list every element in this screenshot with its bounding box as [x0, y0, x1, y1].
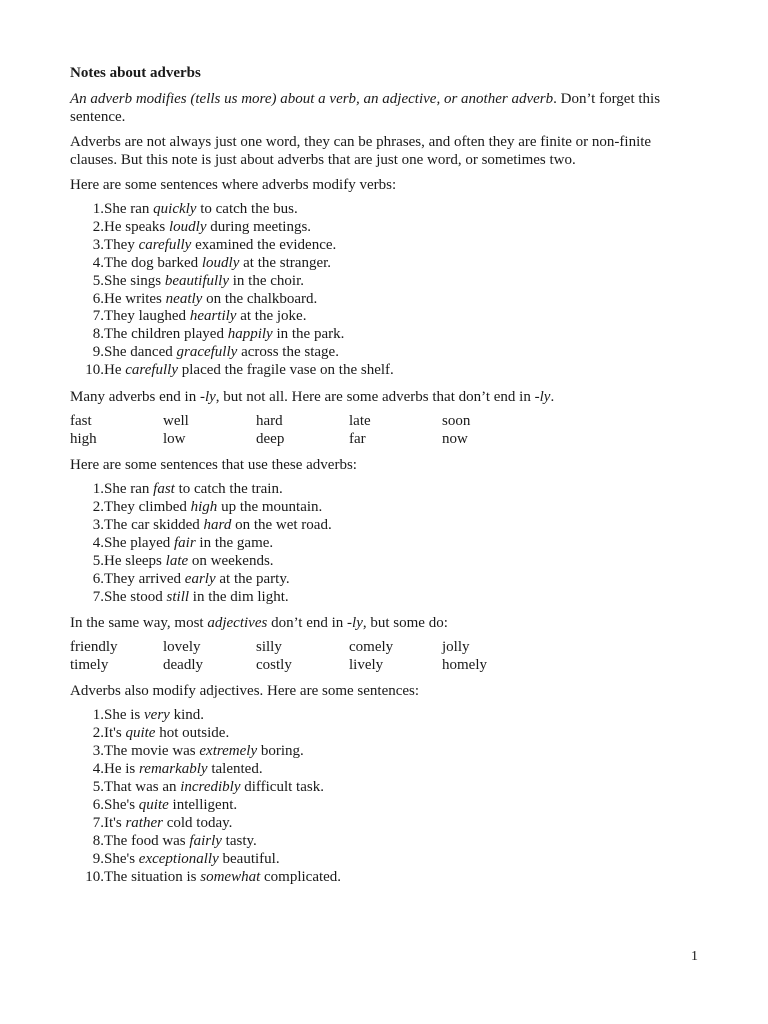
emphasized-word: neatly — [165, 290, 203, 307]
list-item-text — [104, 499, 322, 517]
text-run: boring. — [257, 743, 304, 760]
table-cell: friendly — [70, 639, 118, 656]
text-run: don’t end in — [267, 615, 348, 632]
list-item — [70, 851, 698, 869]
list-item-number: 6. — [92, 796, 104, 813]
list-item-text — [104, 308, 306, 326]
list-item-text — [104, 797, 237, 815]
list-item-text — [104, 761, 263, 779]
text-run: during meetings. — [206, 218, 312, 235]
list-item-number: 10. — [85, 362, 104, 379]
list-item — [70, 797, 698, 815]
text-run: Adverbs also modify adjectives. Here are some sentences: — [70, 683, 420, 700]
list-item — [70, 255, 698, 273]
adjectives-paragraph — [70, 614, 698, 632]
table-row — [70, 413, 535, 431]
list-item-number: 1. — [92, 707, 104, 724]
table-row — [70, 639, 535, 657]
text-run: The food was — [104, 832, 190, 849]
text-run: examined the evidence. — [191, 236, 337, 253]
emphasized-word: high — [190, 498, 218, 515]
table-cell: timely — [70, 656, 109, 673]
list-item-number: 9. — [92, 344, 104, 361]
list-item-number: 10. — [85, 868, 104, 885]
emphasized-word: hard — [203, 516, 232, 533]
list-item-number: 5. — [92, 272, 104, 289]
text-run: beautiful. — [218, 850, 280, 867]
emphasized-word: adjectives — [207, 615, 268, 632]
list-item — [70, 344, 698, 362]
text-run: . Don’t forget this sentence. — [70, 91, 661, 125]
text-run: . — [550, 389, 555, 406]
list-item-number: 5. — [92, 552, 104, 569]
text-run: up the mountain. — [217, 498, 323, 515]
text-run: The children played — [104, 326, 228, 343]
text-run: She's — [104, 796, 139, 813]
list-item-text — [104, 851, 280, 869]
list-item-text — [104, 362, 394, 380]
text-run: They climbed — [104, 498, 191, 515]
table-cell: costly — [256, 656, 292, 673]
text-run: He speaks — [104, 218, 169, 235]
list-item-text — [104, 291, 317, 309]
list-item-text — [104, 707, 204, 725]
text-run: intelligent. — [168, 796, 238, 813]
emphasized-word: incredibly — [180, 779, 241, 796]
text-run: They laughed — [104, 308, 190, 325]
emphasized-word: -ly — [534, 389, 551, 406]
list-item — [70, 201, 698, 219]
text-run: They arrived — [104, 570, 185, 587]
non-ly-adverbs-table — [70, 413, 535, 448]
text-run: tasty. — [221, 832, 257, 849]
list-item — [70, 291, 698, 309]
text-run: at the stranger. — [239, 254, 332, 271]
table-cell: comely — [349, 639, 394, 656]
text-run: The movie was — [104, 743, 200, 760]
text-run: hot outside. — [155, 725, 230, 742]
text-run: complicated. — [260, 868, 342, 885]
text-run: Many adverbs end in — [70, 389, 200, 406]
text-run: She stood — [104, 588, 167, 605]
list-item-text — [104, 743, 304, 761]
text-run: in the choir. — [229, 272, 304, 289]
ly-paragraph — [70, 388, 698, 406]
list-item-text — [104, 481, 283, 499]
list-item — [70, 362, 698, 380]
text-run: She danced — [104, 344, 177, 361]
document-page — [70, 64, 698, 894]
list-item — [70, 481, 698, 499]
text-run: She is — [104, 707, 145, 724]
emphasized-word: heartily — [189, 308, 237, 325]
text-run: on the chalkboard. — [202, 290, 318, 307]
text-run: Adverbs are not always just one word, they can be phrases, and often they are finite or non-finite clauses. But this note is just about adverbs that are just one word, or sometimes two. — [70, 134, 652, 168]
table-cell: far — [349, 430, 366, 447]
text-run: That was an — [104, 779, 181, 796]
emphasized-word: fair — [173, 534, 196, 551]
text-run: , but not all. Here are some adverbs that don’t end in — [215, 389, 535, 406]
ly-adjectives-table — [70, 639, 535, 674]
text-run: She ran — [104, 201, 154, 217]
list-item-text — [104, 219, 311, 237]
emphasized-word: beautifully — [164, 272, 229, 289]
text-run: It's — [104, 814, 126, 831]
list-item — [70, 571, 698, 589]
list-item-number: 8. — [92, 832, 104, 849]
emphasized-word: remarkably — [139, 761, 208, 778]
emphasized-word: fast — [153, 481, 175, 498]
emphasized-word: somewhat — [200, 868, 261, 885]
text-run: at the joke. — [236, 308, 307, 325]
list-item-text — [104, 869, 341, 887]
emphasized-word: fairly — [189, 832, 222, 849]
list-item-text — [104, 326, 344, 344]
list-item — [70, 326, 698, 344]
list-item — [70, 779, 698, 797]
emphasized-word: carefully — [125, 362, 179, 379]
list-item — [70, 589, 698, 607]
table-cell: deep — [256, 430, 285, 447]
text-run: The car skidded — [104, 516, 204, 533]
text-run: She played — [104, 534, 174, 551]
list-item-text — [104, 517, 332, 535]
text-run: at the party. — [215, 570, 290, 587]
list-item-number: 7. — [92, 308, 104, 325]
list-item-text — [104, 273, 304, 291]
list-item — [70, 237, 698, 255]
emphasized-word: gracefully — [176, 344, 238, 361]
emphasized-word: quickly — [153, 201, 197, 217]
emphasized-word: carefully — [138, 236, 192, 253]
list-item-text — [104, 237, 336, 255]
table-cell: lovely — [163, 639, 201, 656]
text-run: The dog barked — [104, 254, 202, 271]
text-run: on weekends. — [188, 552, 274, 569]
table-cell: fast — [70, 413, 92, 430]
text-run: It's — [104, 725, 126, 742]
emphasized-word: -ly — [347, 615, 363, 632]
table-cell: high — [70, 430, 97, 447]
intro-paragraph-1 — [70, 90, 698, 126]
list-item-text — [104, 255, 331, 273]
emphasized-word: very — [144, 707, 170, 724]
emphasized-word: loudly — [168, 218, 207, 235]
list-item-number: 3. — [92, 743, 104, 760]
list-item — [70, 535, 698, 553]
table-row — [70, 657, 535, 675]
table-cell: low — [163, 430, 186, 447]
text-run: talented. — [207, 761, 263, 778]
text-run: placed the fragile vase on the shelf. — [178, 362, 394, 379]
table-cell: soon — [442, 413, 471, 430]
emphasized-word: loudly — [201, 254, 240, 271]
list-item — [70, 833, 698, 851]
intro-paragraph-3 — [70, 176, 698, 194]
text-run: across the stage. — [237, 344, 339, 361]
table-cell: late — [349, 413, 371, 430]
table-cell: lively — [349, 656, 384, 673]
table-cell: deadly — [163, 656, 203, 673]
list-item — [70, 815, 698, 833]
text-run: , but some do: — [362, 615, 448, 632]
text-run: She ran — [104, 481, 154, 498]
text-run: He sleeps — [104, 552, 166, 569]
list-item-number: 1. — [92, 481, 104, 498]
emphasized-word: extremely — [199, 743, 258, 760]
list-item-number: 6. — [92, 290, 104, 307]
list-item — [70, 707, 698, 725]
use-paragraph — [70, 456, 698, 474]
table-cell: hard — [256, 413, 283, 430]
text-run: cold today. — [162, 814, 233, 831]
list-item-text — [104, 779, 324, 797]
text-run: They — [104, 236, 139, 253]
text-run: to catch the train. — [174, 481, 283, 498]
text-run: in the game. — [195, 534, 274, 551]
adjective-examples-list — [70, 707, 698, 886]
list-item-text — [104, 725, 229, 743]
text-run: Here are some sentences that use these adverbs: — [70, 457, 357, 474]
intro-paragraph-2 — [70, 133, 698, 169]
text-run: in the park. — [272, 326, 345, 343]
list-item-text — [104, 201, 298, 219]
emphasized-word: early — [184, 570, 216, 587]
text-run: She sings — [104, 272, 165, 289]
list-item-number: 2. — [92, 498, 104, 515]
list-item — [70, 725, 698, 743]
table-cell: well — [163, 413, 189, 430]
list-item — [70, 553, 698, 571]
list-item-number: 4. — [92, 254, 104, 271]
emphasized-word: exceptionally — [138, 850, 219, 867]
list-item-number: 6. — [92, 570, 104, 587]
list-item-number: 1. — [92, 201, 104, 217]
list-item-number: 2. — [92, 218, 104, 235]
text-run: Here are some sentences where adverbs modify verbs: — [70, 177, 397, 193]
list-item — [70, 219, 698, 237]
emphasized-word: An adverb modifies (tells us more) about a verb, an adjective, or another adverb — [70, 91, 554, 107]
list-item-number: 4. — [92, 761, 104, 778]
text-run: in the dim light. — [189, 588, 289, 605]
text-run: difficult task. — [240, 779, 324, 796]
page-title: Notes about adverbs — [70, 65, 201, 81]
text-run: He — [104, 362, 126, 379]
text-run: on the wet road. — [231, 516, 332, 533]
list-item-number: 7. — [92, 814, 104, 831]
list-item — [70, 743, 698, 761]
table-row — [70, 431, 535, 449]
emphasized-word: quite — [125, 725, 156, 742]
text-run: The situation is — [104, 868, 201, 885]
table-cell: now — [442, 430, 468, 447]
list-item-text — [104, 344, 339, 362]
list-item — [70, 517, 698, 535]
list-item-number: 4. — [92, 534, 104, 551]
text-run: to catch the bus. — [196, 201, 298, 217]
list-item-number: 8. — [92, 326, 104, 343]
table-cell: jolly — [442, 639, 470, 656]
emphasized-word: -ly — [199, 389, 216, 406]
table-cell: silly — [256, 639, 282, 656]
list-item — [70, 273, 698, 291]
table-cell: homely — [442, 656, 487, 673]
list-item-number: 2. — [92, 725, 104, 742]
emphasized-word: late — [165, 552, 189, 569]
list-item-number: 5. — [92, 779, 104, 796]
text-run: She's — [104, 850, 139, 867]
verb-examples-list — [70, 201, 698, 380]
list-item — [70, 308, 698, 326]
text-run: kind. — [169, 707, 204, 724]
emphasized-word: happily — [227, 326, 273, 343]
emphasized-word: rather — [125, 814, 163, 831]
list-item-text — [104, 571, 290, 589]
list-item-text — [104, 815, 232, 833]
page-number: 1 — [691, 949, 698, 964]
emphasized-word: quite — [138, 796, 169, 813]
list-item-number: 3. — [92, 516, 104, 533]
emphasized-word: still — [166, 588, 190, 605]
list-item — [70, 761, 698, 779]
text-run: In the same way, most — [70, 615, 208, 632]
list-item-number: 7. — [92, 588, 104, 605]
modify-paragraph — [70, 682, 698, 700]
list-item — [70, 869, 698, 887]
list-item — [70, 499, 698, 517]
text-run: He is — [104, 761, 139, 778]
list-item-text — [104, 589, 289, 607]
list-item-number: 9. — [92, 850, 104, 867]
list-item-text — [104, 833, 257, 851]
non-ly-examples-list — [70, 481, 698, 606]
list-item-text — [104, 553, 274, 571]
text-run: He writes — [104, 290, 166, 307]
list-item-text — [104, 535, 273, 553]
list-item-number: 3. — [92, 236, 104, 253]
